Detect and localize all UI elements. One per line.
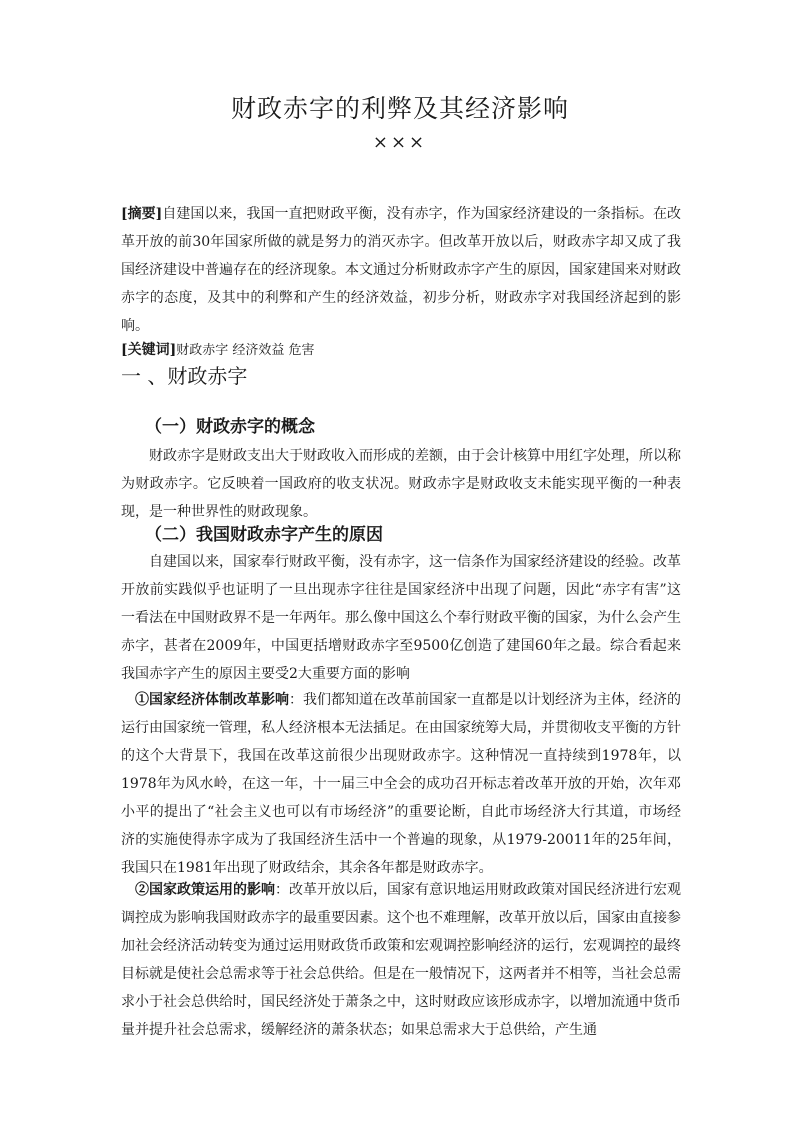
- point-one-paragraph: [121, 686, 681, 882]
- document-title: 财政赤字的利弊及其经济影响: [230, 94, 569, 123]
- abstract-paragraph: [121, 200, 681, 340]
- point-two-paragraph: [121, 876, 681, 1044]
- abstract-text: 自建国以来，我国一直把财政平衡，没有赤字，作为国家经济建设的一条指标。在改革开放的前30年国家所做的就是努力的消灭赤字。但改革开放以后，财政赤字却又成了我国经济建设中普遍存在的经济现象。本文通过分析财政赤字产生的原因，国家建国来对财政赤字的态度，及其中的利弊和产生的经济效益，初步分析，财政赤字对我国经济起到的影响。: [121, 206, 682, 334]
- keywords-items: 财政赤字 经济效益 危害: [176, 343, 315, 358]
- point-one-lead: ①国家经济体制改革影响: [135, 692, 289, 708]
- section-heading: 一 、财政赤字: [121, 364, 248, 388]
- subsection-heading-concept: （一）财政赤字的概念: [145, 417, 315, 437]
- point-one-text: ：我们都知道在改革前国家一直都是以计划经济为主体，经济的运行由国家统一管理，私人经济根本无法插足。在由国家统筹大局，并贯彻收支平衡的方针的这个大背景下，我国在改革这前很少出现财政赤字。这种情况一直持续到1978年，以1978年为风水岭，在这一年，十一届三中全会的成功召开标志着改革开放的开始，次年邓小平的提出了“社会主义也可以有市场经济”的重要论断，自此市场经济大行其道，市场经济的实施使得赤字成为了我国经济生活中一个普遍的现象，从1979-20011年的25年间，我国只在1981年出现了财政结余，其余各年都是财政赤字。: [121, 692, 681, 876]
- point-two-lead: ②国家政策运用的影响: [135, 882, 275, 898]
- document-author: ×××: [372, 132, 428, 153]
- subsection-heading-causes: （二）我国财政赤字产生的原因: [145, 525, 383, 545]
- keywords-label: [关键词]: [121, 342, 177, 358]
- concept-paragraph: 财政赤字是财政支出大于财政收入而形成的差额，由于会计核算中用红字处理，所以称为财政赤字。它反映着一国政府的收支状况。财政赤字是财政收支未能实现平衡的一种表现，是一种世界性的财政现象。: [121, 448, 681, 520]
- abstract-label: [摘要]: [121, 206, 163, 222]
- point-two-text: ：改革开放以后，国家有意识地运用财政政策对国民经济进行宏观调控成为影响我国财政赤字的最重要因素。这个也不难理解，改革开放以后，国家由直接参加社会经济活动转变为通过运用财政货币政策和宏观调控影响经济的运行，宏观调控的最终目标就是使社会总需求等于社会总供给。但是在一般情况下，这两者并不相等，当社会总需求小于社会总供给时，国民经济处于萧条之中，这时财政应该形成赤字，以增加流通中货币量并提升社会总需求，缓解经济的萧条状态；如果总需求大于总供给，产生通: [121, 882, 681, 1038]
- causes-paragraph: 自建国以来，国家奉行财政平衡，没有赤字，这一信条作为国家经济建设的经验。改革开放前实践似乎也证明了一旦出现赤字往往是国家经济中出现了问题，因此“赤字有害”这一看法在中国财政界不是一年两年。那么像中国这么个奉行财政平衡的国家，为什么会产生赤字，甚者在2009年，中国更括增财政赤字至9500亿创造了建国60年之最。综合看起来我国赤字产生的原因主要受2大重要方面的影响: [121, 554, 681, 682]
